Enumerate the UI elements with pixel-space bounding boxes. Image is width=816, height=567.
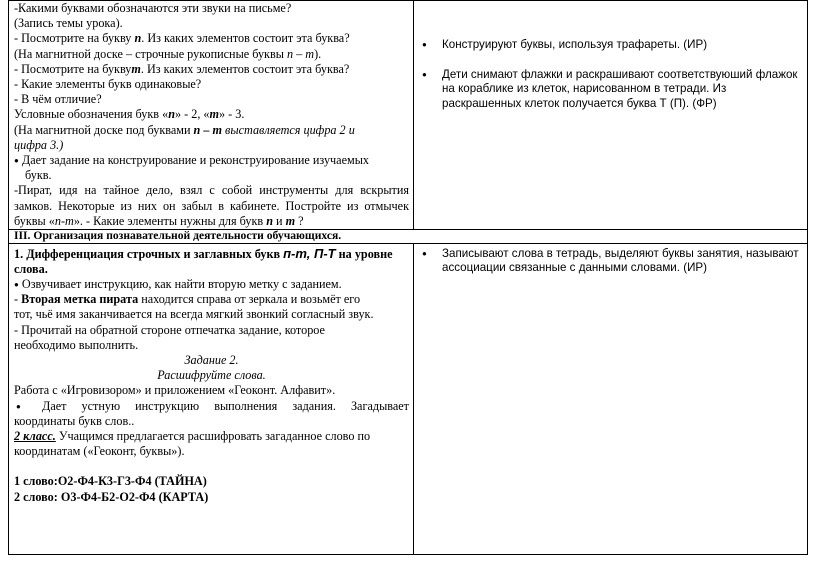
- bottom-right-cell: [414, 243, 808, 554]
- text-line: Условные обозначения букв «п» - 2, «т» - 3.: [14, 107, 245, 122]
- text-line: Расшифруйте слова.: [157, 368, 266, 383]
- table-row: [9, 243, 808, 554]
- text-line: координатам («Геоконт, буквы»).: [14, 444, 185, 459]
- top-left-cell: [9, 1, 414, 230]
- text-line: букв.: [25, 168, 52, 183]
- bullet-icon: ●: [14, 156, 19, 166]
- text-line: ● Озвучивает инструкцию, как найти вторую метку с заданием.: [14, 276, 342, 291]
- text-line: -Пират, идя на тайное дело, взял с собой инструменты для вскрытия: [14, 183, 409, 198]
- text-line: - Вторая метка пирата находится справа от зеркала и возьмёт его: [14, 292, 361, 307]
- list-item: ● Дети снимают флажки и раскрашивают соответствуюший флажок на кораблике из клеток, нарисованном в тетради. Из раскрашенных клеток получается буква Т (П). (ФР): [422, 67, 798, 110]
- section-title: III. Организация познавательной деятельности обучающихся.: [9, 230, 808, 244]
- text-line: - В чём отличие?: [14, 92, 102, 107]
- text-line: Работа с «Игровизором» и приложением «Геоконт. Алфавит».: [14, 383, 336, 398]
- text-line: - Посмотрите на буквут. Из каких элементов состоит эта буква?: [14, 61, 350, 76]
- table-row: [9, 1, 808, 230]
- text-line: замков. Некоторые из них он забыл в кабинете. Постройте из отмычек: [14, 198, 409, 213]
- list-item: ● Конструируют буквы, используя трафареты. (ИР): [422, 38, 708, 51]
- text-line: тот, чьё имя заканчивается на всегда мягкий звонкий согласный звук.: [14, 307, 374, 322]
- table-row: [9, 230, 808, 244]
- text-line: необходимо выполнить.: [14, 337, 139, 352]
- text-line: 2 слово: О3-Ф4-Б2-О2-Ф4 (КАРТА): [14, 489, 209, 504]
- text-line: координаты букв слов..: [14, 413, 135, 428]
- top-right-cell: [414, 1, 808, 230]
- text-line: 1 слово:О2-Ф4-К3-Г3-Ф4 (ТАЙНА): [14, 474, 207, 489]
- bottom-left-cell: [9, 243, 414, 554]
- text-line: -Какими буквами обозначаются эти звуки на письме?: [14, 1, 292, 15]
- text-line: - Прочитай на обратной стороне отпечатка задание, которое: [14, 322, 325, 337]
- text-line: (Запись темы урока).: [14, 16, 123, 31]
- list-item: ● Записывают слова в тетрадь, выделяют буквы занятия, называют ассоциации связанные с данными словами. (ИР): [422, 246, 799, 275]
- text-line: - Какие элементы букв одинаковые?: [14, 77, 202, 92]
- text-line: слова.: [14, 261, 48, 276]
- text-line: цифра 3.): [14, 137, 64, 152]
- text-line: (На магнитной доске – строчные рукописные буквы п – т).: [14, 46, 322, 61]
- bullet-icon: ●: [422, 40, 427, 49]
- text-line: Задание 2.: [184, 352, 239, 367]
- text-line: ● Дает задание на конструирование и реконструирование изучаемых: [14, 153, 369, 168]
- lesson-plan-table: [8, 0, 808, 555]
- text-line: (На магнитной доске под буквами п – т выставляется цифра 2 и: [14, 122, 355, 137]
- bullet-icon: ●: [422, 69, 427, 79]
- list-item: ● Дает устную инструкцию выполнения задания. Загадывает: [16, 398, 409, 413]
- text-line: буквы «п-т». - Какие элементы нужны для букв п и т ?: [14, 213, 304, 228]
- bullet-icon: ●: [14, 279, 19, 289]
- text-line: 2 класс. Учащимся предлагается расшифровать загаданное слово по: [14, 428, 371, 443]
- bullet-icon: ●: [16, 401, 21, 411]
- text-line: - Посмотрите на букву п. Из каких элементов состоит эта буква?: [14, 31, 350, 46]
- text-line: 1. Дифференциация строчных и заглавных букв п-т, П-Т на уровне: [14, 245, 393, 261]
- bullet-icon: ●: [422, 248, 427, 258]
